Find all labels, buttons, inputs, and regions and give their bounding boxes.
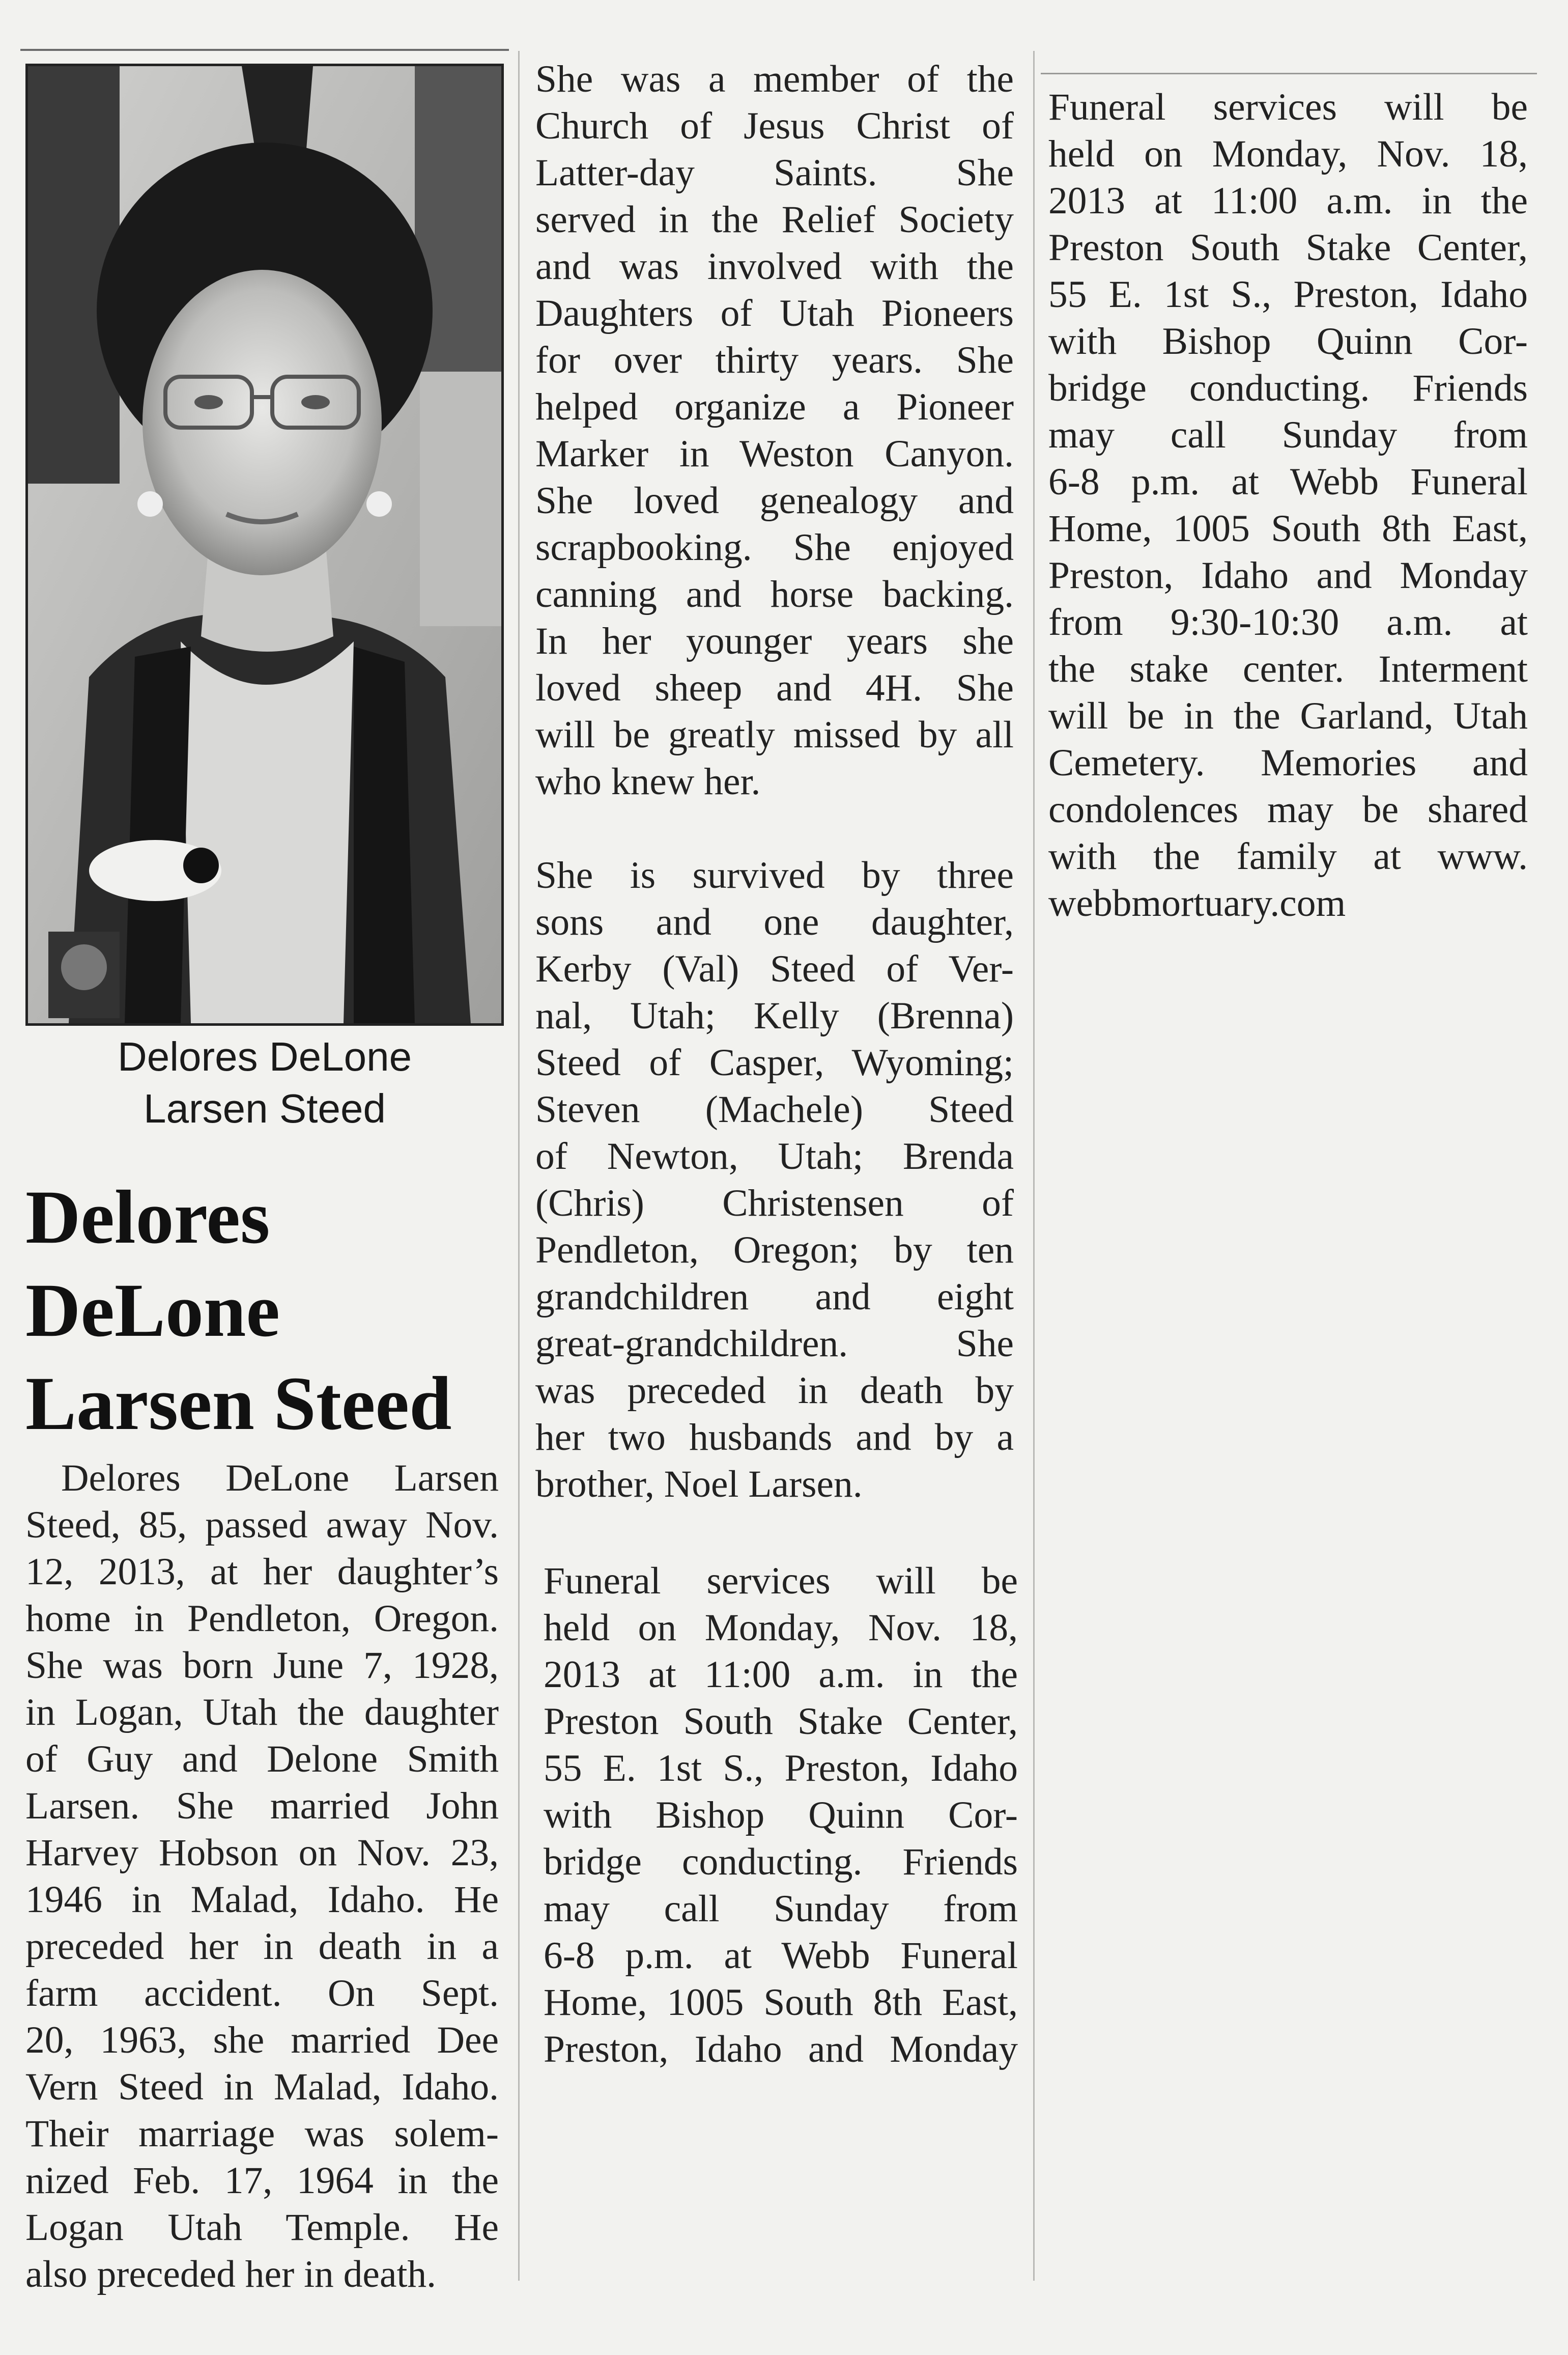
column-1-body	[25, 1455, 499, 2298]
col2-p1-line: scrapbooking. She enjoyed	[535, 526, 1014, 569]
col1-line: also preceded her in death.	[25, 2253, 437, 2295]
col2-p1-line: served in the Relief Society	[535, 199, 1014, 241]
col2-funeral-line: Preston, Idaho and Monday	[544, 2028, 1018, 2070]
col1-line: preceded her in death in a	[25, 1925, 499, 1968]
col3-line: Home, 1005 South 8th East,	[1048, 508, 1528, 550]
col2-p1-line: helped organize a Pioneer	[535, 386, 1014, 428]
col1-line: Harvey Hobson on Nov. 23,	[25, 1832, 499, 1874]
photo-caption	[25, 1031, 504, 1135]
col3-line: the stake center. Interment	[1048, 648, 1528, 690]
headline-line-2: DeLone	[25, 1268, 280, 1353]
col2-funeral-line: 55 E. 1st S., Preston, Idaho	[544, 1747, 1018, 1789]
col3-line: with the family at www.	[1048, 835, 1528, 878]
col2-p1-line: Marker in Weston Canyon.	[535, 433, 1014, 475]
col1-line: 1946 in Malad, Idaho. He	[25, 1879, 499, 1921]
col1-line: 20, 1963, she married Dee	[25, 2019, 499, 2061]
col3-line: with Bishop Quinn Cor-	[1048, 320, 1528, 362]
col3-line: held on Monday, Nov. 18,	[1048, 133, 1528, 175]
col2-funeral-line: Preston South Stake Center,	[544, 1700, 1018, 1743]
col2-p2-line: was preceded in death by	[535, 1369, 1014, 1412]
col2-funeral-line: Funeral services will be	[544, 1560, 1018, 1602]
col2-p2-line: Pendleton, Oregon; by ten	[535, 1229, 1014, 1271]
top-rule-right	[1041, 73, 1537, 74]
column-2-funeral-notice	[544, 1558, 1018, 2073]
col3-line: 55 E. 1st S., Preston, Idaho	[1048, 273, 1528, 316]
portrait-photo	[25, 64, 504, 1026]
caption-line-2: Larsen Steed	[144, 1086, 386, 1131]
col3-line: condolences may be shared	[1048, 789, 1528, 831]
column-2-body	[535, 56, 1014, 1508]
paragraph-gap	[535, 805, 1014, 852]
headline-line-3: Larsen Steed	[25, 1361, 452, 1446]
col2-p2-line: Steed of Casper, Wyoming;	[535, 1042, 1014, 1084]
col2-p2-line: brother, Noel Larsen.	[535, 1463, 863, 1505]
col2-funeral-line: may call Sunday from	[544, 1888, 1018, 1930]
col3-line: will be in the Garland, Utah	[1048, 695, 1528, 737]
col3-line: 2013 at 11:00 a.m. in the	[1048, 180, 1528, 222]
col3-line: from 9:30-10:30 a.m. at	[1048, 601, 1528, 643]
caption-line-1: Delores DeLone	[117, 1034, 412, 1079]
col1-line: home in Pendleton, Oregon.	[25, 1597, 499, 1640]
col2-p2-line: great-grandchildren. She	[535, 1323, 1014, 1365]
col2-p1-line: will be greatly missed by all	[535, 714, 1014, 756]
col2-p1-line: Latter-day Saints. She	[535, 152, 1014, 194]
headline-line-1: Delores	[25, 1175, 270, 1259]
col3-line: Preston South Stake Center,	[1048, 227, 1528, 269]
col2-p1-line: In her younger years she	[535, 620, 1014, 662]
col2-p1-line: who knew her.	[535, 761, 761, 803]
col2-p2-line: Steven (Machele) Steed	[535, 1088, 1014, 1131]
col3-line: Preston, Idaho and Monday	[1048, 554, 1528, 597]
col3-line: Funeral services will be	[1048, 86, 1528, 128]
col2-p2-line: She is survived by three	[535, 854, 1014, 896]
portrait-photo-icon	[28, 66, 501, 1023]
obituary-headline	[25, 1171, 509, 1450]
col1-line: Larsen. She married John	[25, 1785, 499, 1827]
col2-funeral-line: Home, 1005 South 8th East,	[544, 1981, 1018, 2024]
col2-p2-line: sons and one daughter,	[535, 901, 1014, 943]
col2-p1-line: Daughters of Utah Pioneers	[535, 292, 1014, 334]
col2-p1-line: for over thirty years. She	[535, 339, 1014, 381]
col2-funeral-line: 6-8 p.m. at Webb Funeral	[544, 1935, 1018, 1977]
col2-p2-line: nal, Utah; Kelly (Brenna)	[535, 995, 1014, 1037]
col2-p1-line: canning and horse backing.	[535, 573, 1014, 615]
col2-p2-line: grandchildren and eight	[535, 1276, 1014, 1318]
col1-line: Logan Utah Temple. He	[25, 2206, 499, 2249]
col2-p2-line: (Chris) Christensen of	[535, 1182, 1014, 1224]
column-divider-2	[1033, 51, 1035, 2281]
col1-line: nized Feb. 17, 1964 in the	[25, 2160, 499, 2202]
col1-line: Their marriage was solem-	[25, 2113, 499, 2155]
col3-line: bridge conducting. Friends	[1048, 367, 1528, 409]
column-divider-1	[518, 51, 520, 2281]
col1-line: She was born June 7, 1928,	[25, 1644, 499, 1687]
col2-p1-line: She was a member of the	[535, 58, 1014, 100]
top-rule-left	[20, 49, 509, 51]
col2-funeral-line: bridge conducting. Friends	[544, 1841, 1018, 1883]
col2-p1-line: Church of Jesus Christ of	[535, 105, 1014, 147]
col3-line: may call Sunday from	[1048, 414, 1528, 456]
column-3-funeral-notice	[1048, 84, 1528, 927]
col2-p1-line: She loved genealogy and	[535, 480, 1014, 522]
col3-line: 6-8 p.m. at Webb Funeral	[1048, 461, 1528, 503]
col2-p2-line: Kerby (Val) Steed of Ver-	[535, 948, 1014, 990]
col2-funeral-line: held on Monday, Nov. 18,	[544, 1607, 1018, 1649]
col2-p1-line: and was involved with the	[535, 245, 1014, 288]
col1-line: Steed, 85, passed away Nov.	[25, 1504, 499, 1546]
col1-line: in Logan, Utah the daughter	[25, 1691, 499, 1733]
col1-line: Delores DeLone Larsen	[61, 1457, 499, 1499]
col2-p1-line: loved sheep and 4H. She	[535, 667, 1014, 709]
col2-funeral-line: with Bishop Quinn Cor-	[544, 1794, 1018, 1836]
col2-p2-line: of Newton, Utah; Brenda	[535, 1135, 1014, 1178]
col3-line: webbmortuary.com	[1048, 882, 1346, 924]
col1-line: 12, 2013, at her daughter’s	[25, 1551, 499, 1593]
col1-line: Vern Steed in Malad, Idaho.	[25, 2066, 499, 2108]
col3-line: Cemetery. Memories and	[1048, 742, 1528, 784]
col1-line: of Guy and Delone Smith	[25, 1738, 499, 1780]
col1-line: farm accident. On Sept.	[25, 1972, 499, 2014]
col2-p2-line: her two husbands and by a	[535, 1416, 1014, 1459]
col2-funeral-line: 2013 at 11:00 a.m. in the	[544, 1653, 1018, 1696]
